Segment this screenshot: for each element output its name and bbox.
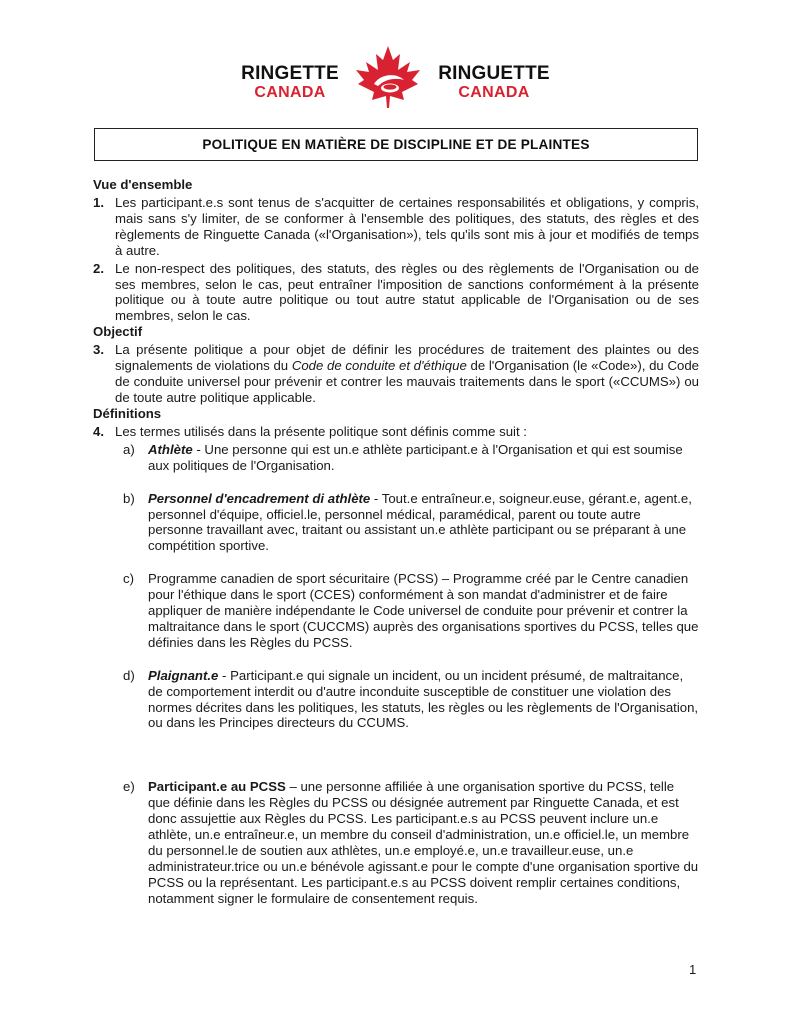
definition-term: Personnel d'encadrement di athlète xyxy=(148,490,371,506)
definition-body: – une personne affiliée à une organisation sportive du PCSS, telle que définie dans les Règles du PCSS ou désignée autrement par Ringuette Canada, et est donc assujettie aux Règles du PCSS. Les participant.e.s au PCSS peuvent inclure un.e athlète, un.e entraîneur.e, un membre du conseil d'administration, un.e officiel.le, un membre du personnel.le de soutien aux athlètes, un.e employé.e, un.e travailleur.euse, un.e administrateur.trice ou un.e bénévole agissant.e pour le compte d'une organisation sportive du PCSS ou la représentant. Les participant.e.s au PCSS doivent remplir certaines conditions, notamment signer le formulaire de consentement requis. xyxy=(148,779,699,906)
item-number: 4. xyxy=(93,423,104,439)
item3-text-b: de l'Organisation (le «Code»), du Code de conduite universel pour prévenir et contrer les mauvais traitements dans le sport («CCUMS») ou de toute autre politique applicable. xyxy=(115,358,699,405)
definition-letter: c) xyxy=(123,571,134,587)
logo-french xyxy=(430,64,558,101)
item-text: Le non-respect des politiques, des statuts, des règles ou des règlements de l'Organisation ou de ses membres, selon le cas, peut entraîner l'imposition de sanctions conformément à la présente politique ou à toute autre politique ou tout autre statut applicable de l'Organisation ou de ses membres, selon le cas. xyxy=(115,260,699,324)
objective-heading: Objectif xyxy=(93,324,143,340)
definition-body: Programme canadien de sport sécuritaire (PCSS) – Programme créé par le Centre canadien pour l'éthique dans le sport (CCES) conformément à son mandat d'administrer et de faire appliquer de manière indépendante le Code universel de conduite pour prévenir et contrer la maltraitance dans le sport (CUCCMS) auprès des organisations sportives du PCSS, telles que définies dans les Règles du PCSS. xyxy=(148,571,699,650)
definition-pcss-participant xyxy=(123,779,699,906)
definition-body: - Participant.e qui signale un incident, ou un incident présumé, de maltraitance, de comportement interdit ou d'autre inconduite susceptible de constituer une violation des normes décrites dans les politiques, les statuts, les règles ou les règlements de l'Organisation, ou dans les Principes directeurs du CCUMS. xyxy=(148,667,699,731)
maple-leaf-icon xyxy=(352,44,424,110)
item-text: Les termes utilisés dans la présente politique sont définis comme suit : xyxy=(115,423,527,439)
numbered-item-3 xyxy=(93,342,699,406)
definition-text xyxy=(148,779,699,906)
definition-letter: a) xyxy=(123,441,135,457)
document-body xyxy=(93,177,699,907)
document-title-box xyxy=(94,128,698,161)
definition-term: Plaignant.e xyxy=(148,667,219,683)
numbered-item-2 xyxy=(93,261,699,325)
ringette-canada-logo xyxy=(0,44,791,106)
item-number: 2. xyxy=(93,260,104,276)
item-number: 1. xyxy=(93,195,104,210)
logo-en-sub: CANADA xyxy=(254,84,326,101)
logo-fr-word: RINGUETTE xyxy=(438,63,550,84)
definition-body: - Tout.e entraîneur.e, soigneur.euse, gérant.e, agent.e, personnel d'équipe, officiel.le, personnel médical, paramédical, parent ou toute autre personne travaillant avec, traitant ou assistant un.e athlète participant ou se préparant à une compétition sportive. xyxy=(148,490,692,554)
definition-term: Athlète xyxy=(148,441,193,457)
definition-support-personnel xyxy=(123,491,699,555)
item-text xyxy=(115,342,699,406)
definition-pcss xyxy=(123,571,699,651)
page-number: 1 xyxy=(689,962,697,977)
item-text: Les participant.e.s sont tenus de s'acquitter de certaines responsabilités et obligations, y compris, mais sans s'y limiter, de se conformer à l'ensemble des politiques, des statuts, des règles et des règlements de Ringuette Canada («l'Organisation»), tels qu'ils sont mis à jour et modifiés de temps à autre. xyxy=(115,195,699,258)
item3-text-a: La présente politique a pour objet de définir les procédures de traitement des plaintes ou des signalements de violations du xyxy=(115,342,699,374)
item-number: 3. xyxy=(93,342,104,358)
numbered-item-1 xyxy=(93,195,699,259)
definition-letter: d) xyxy=(123,667,135,683)
logo-en-word: RINGETTE xyxy=(241,63,339,84)
definitions-list xyxy=(123,442,699,907)
code-of-conduct-title: Code de conduite et d'éthique xyxy=(291,358,467,374)
definition-text xyxy=(148,442,699,474)
definition-letter: e) xyxy=(123,779,135,795)
definition-athlete xyxy=(123,442,699,474)
definition-term: Participant.e au PCSS xyxy=(148,779,286,795)
definition-letter: b) xyxy=(123,490,135,506)
overview-heading: Vue d'ensemble xyxy=(93,177,193,192)
logo-fr-sub: CANADA xyxy=(458,84,530,101)
definition-text xyxy=(148,668,699,732)
numbered-item-4 xyxy=(93,424,699,440)
definition-text xyxy=(148,491,699,555)
document-title: POLITIQUE EN MATIÈRE DE DISCIPLINE ET DE PLAINTES xyxy=(202,137,590,152)
definition-body: - Une personne qui est un.e athlète participant.e à l'Organisation et qui est soumise aux politiques de l'Organisation. xyxy=(148,441,683,473)
logo-english xyxy=(234,64,346,101)
definitions-heading: Définitions xyxy=(93,405,162,421)
definition-complainant xyxy=(123,668,699,732)
